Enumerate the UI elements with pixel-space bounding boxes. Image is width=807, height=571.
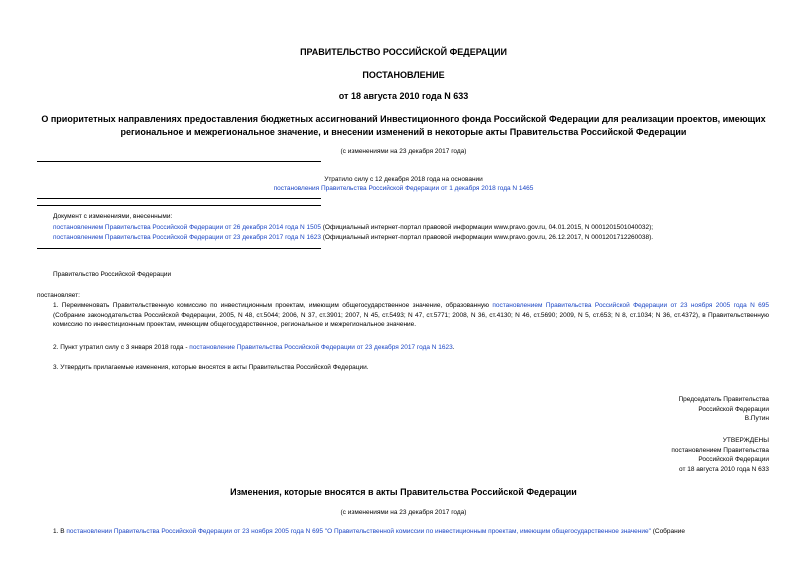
approval-line: УТВЕРЖДЕНЫ: [722, 437, 769, 444]
paragraph-2: 2. Пункт утратил силу с 3 января 2018 года - постановление Правительства Российской Федерации от 23 декабря 2017 года N 1623.: [53, 344, 455, 351]
divider: [37, 161, 321, 162]
approval-block: [671, 436, 769, 474]
approval-line: от 18 августа 2010 года N 633: [678, 465, 769, 473]
signature-block: [678, 395, 769, 424]
amendment-item: [53, 233, 653, 243]
document-title: О приоритетных направлениях предоставления бюджетных ассигнований Инвестиционного фонда Российской Федерации для реализации проектов, имеющих региональное и межрегиональное значение, и внесении изменений в некоторые акты Правительства Российской Федерации: [41, 114, 766, 137]
amendment-item: [53, 223, 653, 233]
government-heading: ПРАВИТЕЛЬСТВО РОССИЙСКОЙ ФЕДЕРАЦИИ: [300, 47, 507, 57]
divider: [37, 248, 321, 249]
changes-paragraph-1: 1. В постановлении Правительства Российской Федерации от 23 ноября 2005 года N 695 "О Правительственной комиссии по инвестиционным проектам, имеющим общегосударственное значение" (Собрание: [53, 528, 685, 535]
amendment-link[interactable]: постановлением Правительства Российской Федерации от 23 декабря 2017 года N 1623: [53, 234, 321, 241]
lost-force-link-row: [0, 184, 807, 194]
approval-line: Российской Федерации: [698, 456, 769, 463]
lost-force-text: Утратило силу с 12 декабря 2018 года на основании: [324, 176, 483, 183]
paragraph-1: 1. Переименовать Правительственную комиссию по инвестиционным проектам, имеющим общегосударственное значение, образованную постановлением Правительства Российской Федерации от 23 ноября 2005 года N 695 (Собрание законодательства Российской Федерации, 2005, N 48, ст.5044; 2006, N 37, ст.3901; 2007, N 45, ст.5493; N 47, ст.5771; 2008, N 36, ст.4130; N 46, ст.5690; 2009, N 5, ст.653; N 8, ст.1034; N 36, ст.4372), в Правительственную комиссию по инвестиционным проектам, имеющим общегосударственное, региональное и межрегиональное значение.: [53, 302, 769, 328]
paragraph-2-link[interactable]: постановление Правительства Российской Федерации от 23 декабря 2017 года N 1623: [189, 344, 453, 351]
signature-name: В.Путин: [744, 415, 769, 422]
approval-line: постановлением Правительства: [671, 446, 769, 454]
paragraph-3: 3. Утвердить прилагаемые изменения, которые вносятся в акты Правительства Российской Федерации.: [53, 364, 369, 371]
lost-force-link[interactable]: постановления Правительства Российской Федерации от 1 декабря 2018 года N 1465: [273, 185, 534, 192]
document-type: ПОСТАНОВЛЕНИЕ: [362, 70, 445, 80]
signature-position: Председатель Правительства: [678, 396, 769, 403]
amendment-source: (Официальный интернет-портал правовой информации www.pravo.gov.ru, 04.01.2015, N 0001201501040032);: [320, 224, 654, 231]
issuer: Правительство Российской Федерации: [53, 271, 172, 278]
amendment-source: (Официальный интернет-портал правовой информации www.pravo.gov.ru, 26.12.2017, N 0001201712260038).: [320, 234, 654, 241]
document-date-number: от 18 августа 2010 года N 633: [338, 91, 469, 101]
changes-edition-note: (с изменениями на 23 декабря 2017 года): [340, 509, 467, 516]
decrees-word: постановляет:: [37, 292, 80, 299]
changes-heading: Изменения, которые вносятся в акты Правительства Российской Федерации: [230, 487, 577, 497]
paragraph-1-link[interactable]: постановлением Правительства Российской Федерации от 23 ноября 2005 года N 695: [492, 302, 769, 309]
divider: [37, 205, 321, 206]
edition-note: (с изменениями на 23 декабря 2017 года): [340, 148, 467, 155]
amendment-link[interactable]: постановлением Правительства Российской Федерации от 26 декабря 2014 года N 1505: [53, 224, 321, 231]
signature-country: Российской Федерации: [698, 405, 769, 413]
divider: [37, 198, 321, 199]
amendments-intro: Документ с изменениями, внесенными:: [53, 213, 173, 220]
changes-paragraph-1-link[interactable]: постановлении Правительства Российской Федерации от 23 ноября 2005 года N 695 "О Правительственной комиссии по инвестиционным проектам, имеющим общегосударственное значение": [66, 528, 651, 535]
